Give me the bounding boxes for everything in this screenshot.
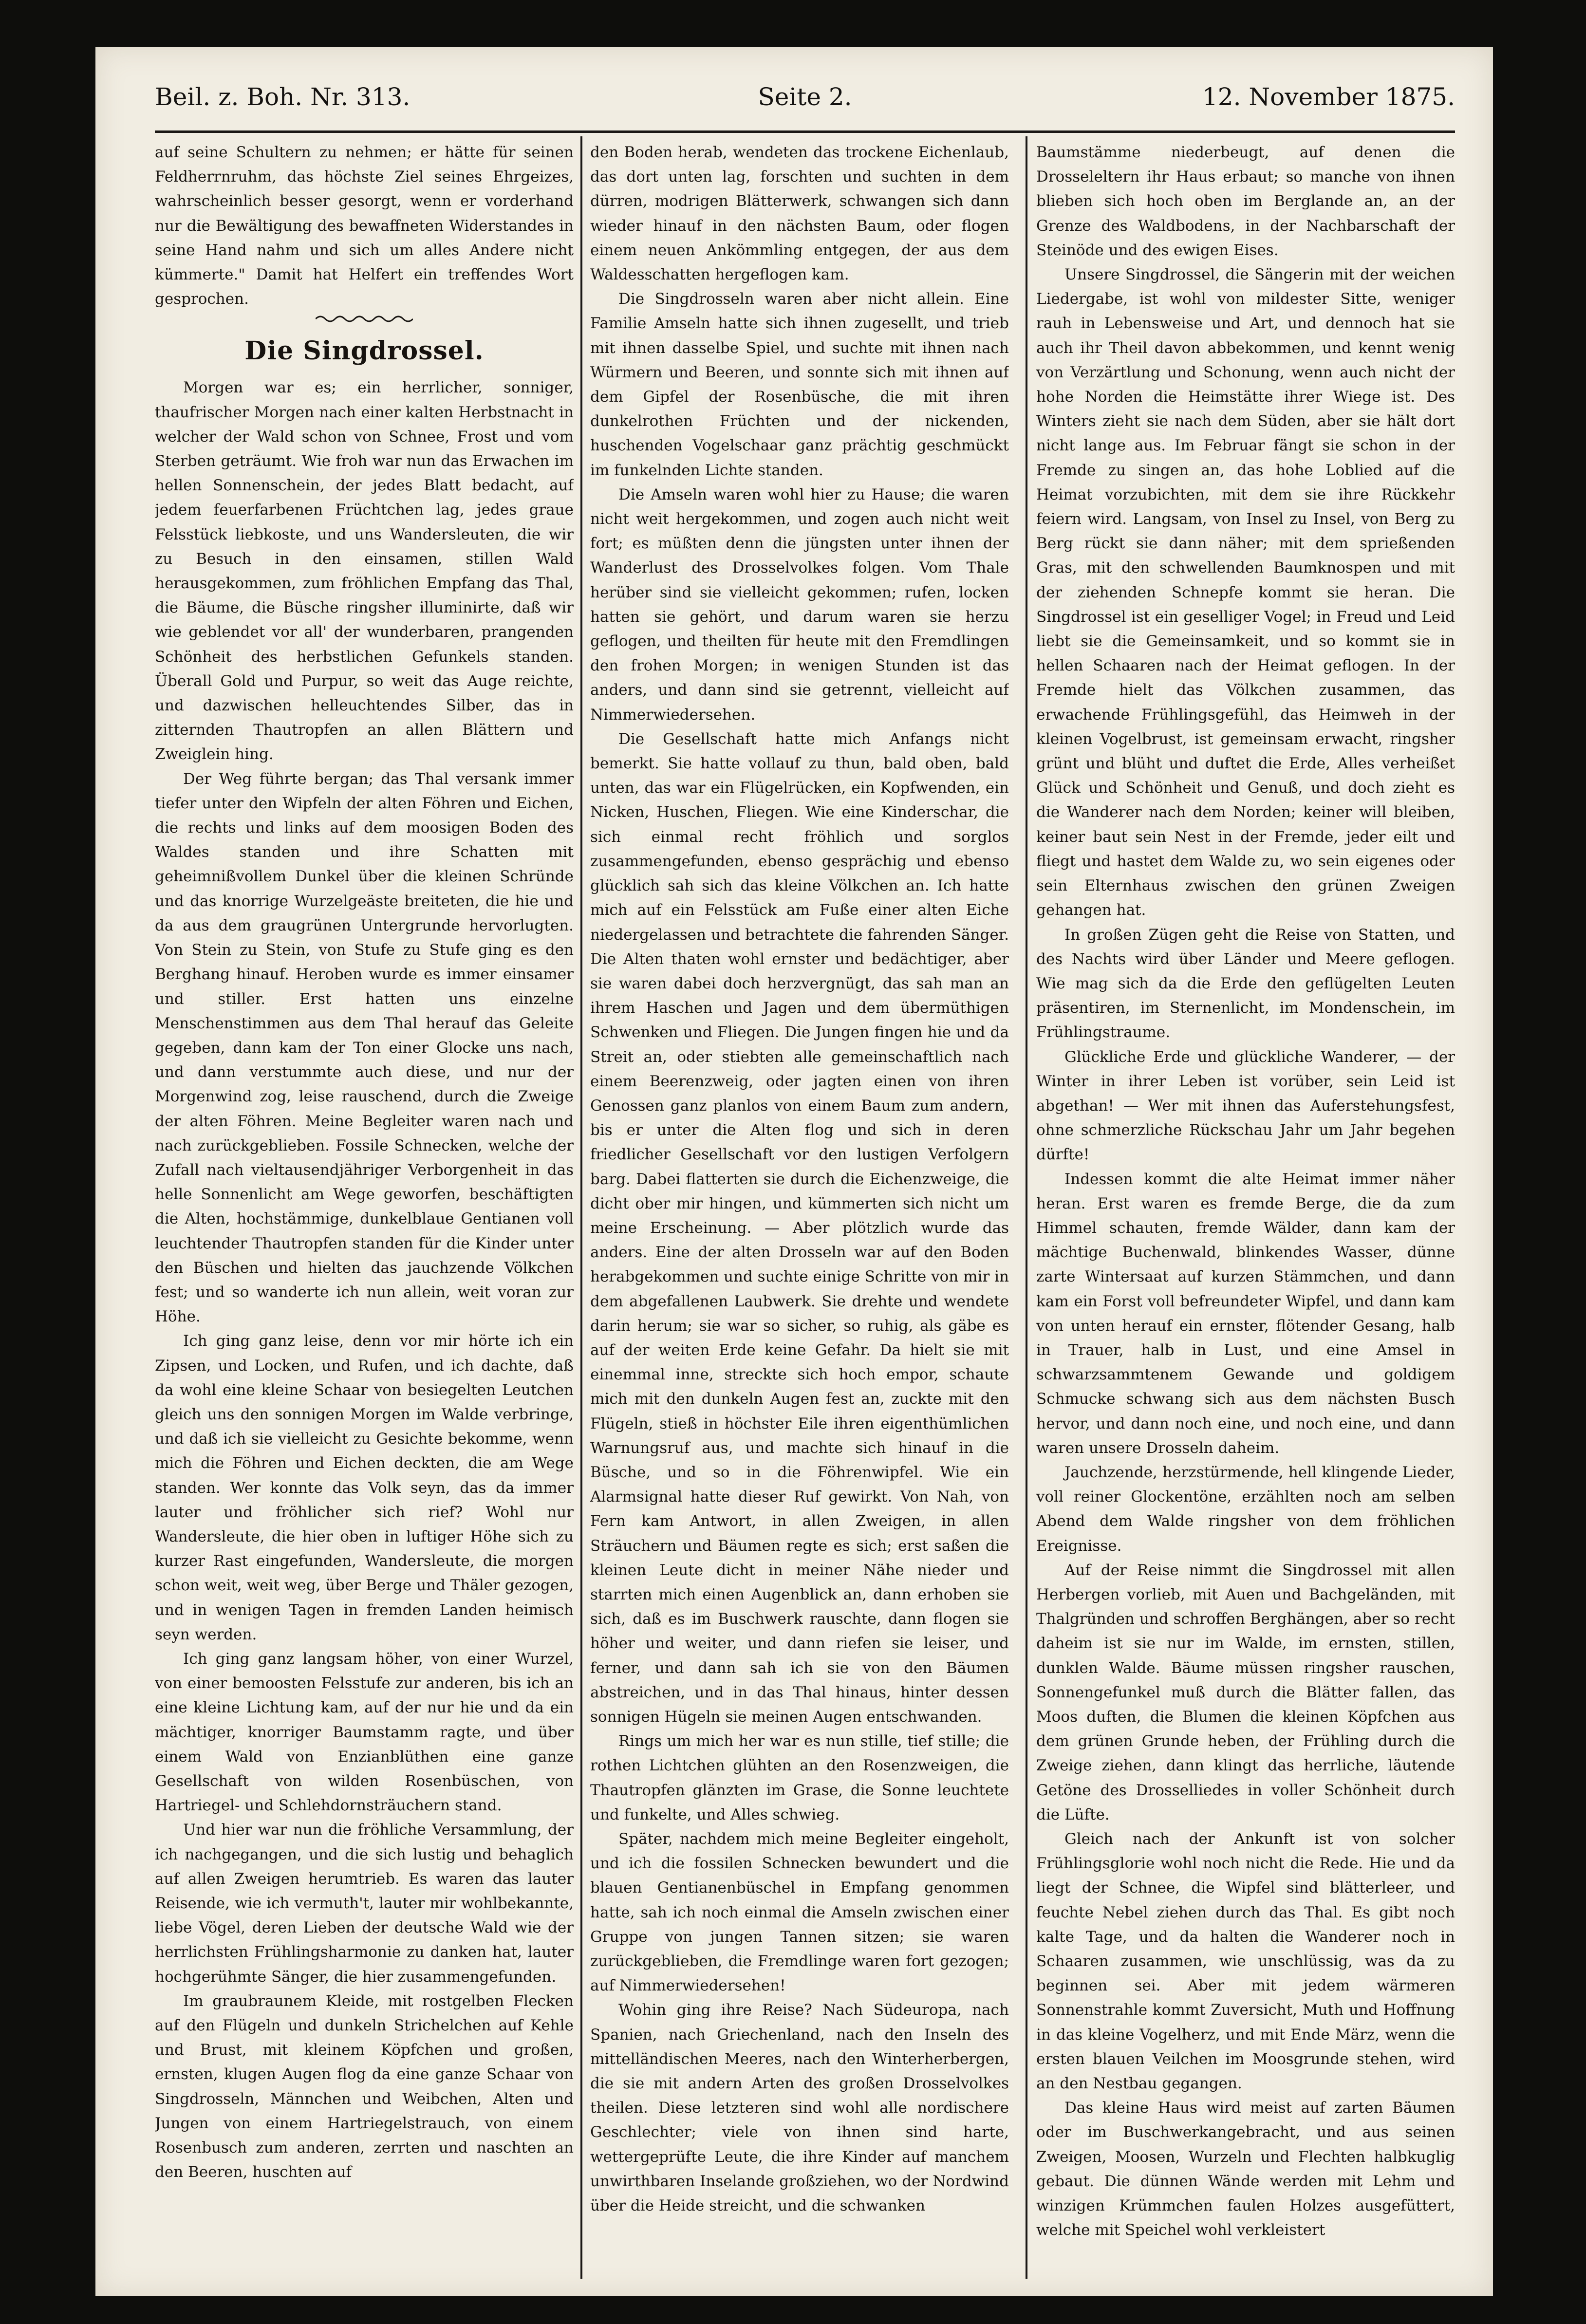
column-divider-2 bbox=[1026, 136, 1027, 2279]
paragraph: Rings um mich her war es nun stille, tief stille; die rothen Lichtchen glühten an den Rosenzweigen, die Thautropfen glänzten im Grase, die Sonne leuchtete und funkelte, und Alles schwieg. bbox=[590, 1732, 1009, 1823]
paragraph: Und hier war nun die fröhliche Versammlung, der ich nachgegangen, und die sich lustig und behaglich auf allen Zweigen herumtrieb. Es waren das lauter Reisende, wie ich vermuth't, lauter mir wohlbekannte, liebe Vögel, deren Lieben der deutsche Wald wie der herrlichsten Frühlingsharmonie zu danken hat, lauter hochgerühmte Sänger, die hier zusammengefunden. bbox=[155, 1821, 574, 1986]
paragraph: auf seine Schultern zu nehmen; er hätte für seinen Feldherrnruhm, das höchste Ziel seines Ehrgeizes, wahrscheinlich besser gesorgt, wenn er vorderhand nur die Bewältigung des bewaffneten Widerstandes in seine Hand nahm und sich um alles Andere nicht kümmerte." Damit hat Helfert ein treffendes Wort gesprochen. bbox=[155, 144, 574, 308]
column-3 bbox=[1036, 140, 1455, 2283]
column-2 bbox=[590, 140, 1009, 2283]
paragraph: Ich ging ganz langsam höher, von einer Wurzel, von einer bemoosten Felsstufe zur anderen, bis ich an eine kleine Lichtung kam, auf der nur hie und da ein mächtiger, knorriger Baumstamm ragte, und über einem Wald von Enzianblüthen eine ganze Gesellschaft von wilden Rosenbüschen, von Hartriegel- und Schlehdornsträuchern stand. bbox=[155, 1650, 574, 1815]
paragraph: Gleich nach der Ankunft ist von solcher Frühlingsglorie wohl noch nicht die Rede. Hie und da liegt der Schnee, die Wipfel sind blätterleer, und feuchte Nebel ziehen durch das Thal. Es gibt noch kalte Tage, und da halten die Wanderer noch in Schaaren zusammen, wie unschlüssig, was da zu beginnen sei. Aber mit jedem wärmeren Sonnenstrahle kommt Zuversicht, Muth und Hoffnung in das kleine Vogelherz, und mit Ende März, wenn die ersten blauen Veilchen im Moosgrunde stehen, wird an den Nestbau gegangen. bbox=[1036, 1830, 1455, 2093]
ornament-divider bbox=[316, 313, 413, 325]
paragraph: In großen Zügen geht die Reise von Statten, und des Nachts wird über Länder und Meere geflogen. Wie mag sich da die Erde den geflügelten Leuten präsentiren, im Sternenlicht, im Mondenschein, im Frühlingstraume. bbox=[1036, 926, 1455, 1041]
paragraph: den Boden herab, wendeten das trockene Eichenlaub, das dort unten lag, forschten und suchten in dem dürren, modrigen Blätterwerk, schwangen sich dann wieder hinauf in den nächsten Baum, oder flogen einem neuen Ankömmling entgegen, der aus dem Waldesschatten hergeflogen kam. bbox=[590, 144, 1009, 284]
paragraph: Wohin ging ihre Reise? Nach Südeuropa, nach Spanien, nach Griechenland, nach den Inseln des mittelländischen Meeres, nach den Winterherbergen, die sie mit andern Arten des großen Drosselvolkes theilen. Diese letzteren sind wohl alle nordischere Geschlechter; viele von ihnen sind harte, wettergeprüfte Leute, die ihre Kinder auf manchem unwirthbaren Inselande großziehen, wo der Nordwind über die Heide streicht, und die schwanken bbox=[590, 2001, 1009, 2215]
paragraph: Baumstämme niederbeugt, auf denen die Drosseleltern ihr Haus erbaut; so manche von ihnen blieben sich hoch oben im Berglande an, an der Grenze des Waldbodens, in der Nachbarschaft der Steinöde und des ewigen Eises. bbox=[1036, 144, 1455, 259]
paragraph: Jauchzende, herzstürmende, hell klingende Lieder, voll reiner Glockentöne, erzählten noch am selben Abend dem Walde ringsher von dem fröhlichen Ereignisse. bbox=[1036, 1463, 1455, 1555]
paragraph: Später, nachdem mich meine Begleiter eingeholt, und ich die fossilen Schnecken bewundert und die blauen Gentianenbüschel in Empfang genommen hatte, sah ich noch einmal die Amseln zwischen einer Gruppe von jungen Tannen sitzen; sie waren zurückgeblieben, die Fremdlinge waren fort gezogen; auf Nimmerwiedersehen! bbox=[590, 1830, 1009, 1995]
paragraph: Indessen kommt die alte Heimat immer näher heran. Erst waren es fremde Berge, die da zum Himmel schauten, fremde Wälder, dann kam der mächtige Buchenwald, blinkendes Wasser, dünne zarte Wintersaat auf kurzen Stämmchen, und dann kam ein Forst voll befreundeter Wipfel, und dann kam von unten herauf ein ernster, flötender Gesang, halb in Trauer, halb in Lust, und eine Amsel in schwarzsammtenem Gewande und goldigem Schmucke schwang sich aus dem nächsten Busch hervor, und dann noch eine, und noch eine, und dann waren unsere Drosseln daheim. bbox=[1036, 1170, 1455, 1457]
header-page-number: Seite 2. bbox=[758, 83, 852, 111]
header-rule bbox=[155, 130, 1455, 133]
paragraph: Die Amseln waren wohl hier zu Hause; die waren nicht weit hergekommen, und zogen auch nicht weit fort; es müßten denn die jüngsten unter ihnen der Wanderlust des Drosselvolkes folgen. Vom Thale herüber sind sie vielleicht gekommen; rufen, locken hatten sie gehört, und darum waren sie herzu geflogen, und theilten für heute mit den Fremdlingen den frohen Morgen; in wenigen Stunden ist das anders, und dann sind sie getrennt, vielleicht auf Nimmerwiedersehen. bbox=[590, 485, 1009, 724]
page-header bbox=[155, 83, 1455, 127]
paragraph: Unsere Singdrossel, die Sängerin mit der weichen Liedergabe, ist wohl von mildester Sitte, weniger rauh in Lebensweise und Art, und dennoch hat sie auch ihr Theil davon abbekommen, und kennt wenig von Verzärtlung und Schonung, wenn auch nicht der hohe Norden die Heimstätte ihrer Wiege ist. Des Winters zieht sie nach dem Süden, aber sie hält dort nicht lange aus. Im Februar fängt sie schon in der Fremde zu singen an, das hohe Loblied auf die Heimat vorzubichten, mit dem sie ihre Rückkehr feiern wird. Langsam, von Insel zu Insel, von Berg zu Berg rückt sie dann näher; mit dem sprießenden Gras, mit den schwellenden Baumknospen und mit der ziehenden Schnepfe kommt sie heran. Die Singdrossel ist ein geselliger Vogel; in Freud und Leid liebt sie die Gemeinsamkeit, und so kommt sie in hellen Schaaren nach der Heimat geflogen. In der Fremde hielt das Völkchen zusammen, das erwachende Frühlingsgefühl, das Heimweh in der kleinen Vogelbrust, ist gemeinsam erwacht, ringsher grünt und blüht und duftet die Erde, Alles verheißet Glück und Schönheit und Genuß, und doch zieht es die Wanderer nach dem Norden; keiner will bleiben, keiner baut sein Nest in der Fremde, jeder eilt und fliegt und hastet dem Walde zu, wo sein eigenes oder sein Elternhaus zwischen den grünen Zweigen gehangen hat. bbox=[1036, 266, 1455, 919]
paragraph: Auf der Reise nimmt die Singdrossel mit allen Herbergen vorlieb, mit Auen und Bachgeländen, mit Thalgründen und schroffen Berghängen, aber so recht daheim ist sie nur im Walde, im ernsten, stillen, dunklen Walde. Bäume müssen ringsher rauschen, Sonnengefunkel muß durch die Blätter fallen, das Moos duften, die Blumen die kleinen Köpfchen aus dem grünen Grunde heben, der Frühling durch die Zweige ziehen, dann klingt das herrliche, läutende Getöne des Drosselliedes in voller Schönheit durch die Lüfte. bbox=[1036, 1561, 1455, 1823]
paragraph: Ich ging ganz leise, denn vor mir hörte ich ein Zipsen, und Locken, und Rufen, und ich dachte, daß da wohl eine kleine Schaar von besiegelten Leutchen gleich uns den sonnigen Morgen im Walde verbringe, und daß ich sie vielleicht zu Gesichte bekomme, wenn mich die Föhren und Eichen deckten, die am Wege standen. Wer konnte das Volk seyn, das da immer lauter und fröhlicher sich rief? Wohl nur Wandersleute, die hier oben in luftiger Höhe sich zu kurzer Rast eingefunden, Wandersleute, die morgen schon weit, weit weg, über Berge und Thäler gezogen, und in wenigen Tagen in fremden Landen heimisch seyn werden. bbox=[155, 1332, 574, 1643]
column-divider-1 bbox=[580, 136, 582, 2279]
header-date: 12. November 1875. bbox=[1202, 83, 1455, 111]
paragraph: Die Singdrosseln waren aber nicht allein. Eine Familie Amseln hatte sich ihnen zugesellt, und trieb mit ihnen dasselbe Spiel, und suchte mit ihnen nach Würmern und Beeren, und sonnte sich mit ihnen auf dem Gipfel der Rosenbüsche, die mit ihren dunkelrothen Früchten und der nickenden, huschenden Vogelschaar ganz prächtig geschmückt im funkelnden Lichte standen. bbox=[590, 290, 1009, 479]
paragraph: Der Weg führte bergan; das Thal versank immer tiefer unter den Wipfeln der alten Föhren und Eichen, die rechts und links auf dem moosigen Boden des Waldes standen und ihre Schatten mit geheimnißvollem Dunkel über die kleinen Schründe und das knorrige Wurzelgeäste breiteten, die hie und da aus dem graugrünen Untergrunde hervorlugten. Von Stein zu Stein, von Stufe zu Stufe ging es den Berghang hinauf. Heroben wurde es immer einsamer und stiller. Erst hatten uns einzelne Menschenstimmen aus dem Thal herauf das Geleite gegeben, dann kam der Ton einer Glocke uns nach, und dann verstummte auch diese, und nur der Morgenwind zog, leise rauschend, durch die Zweige der alten Föhren. Meine Begleiter waren nach und nach zurückgeblieben. Fossile Schnecken, welche der Zufall nach vieltausendjähriger Verborgenheit in das helle Sonnenlicht am Wege geworfen, beschäftigten die Alten, hochstämmige, dunkelblaue Gentianen voll leuchtender Thautropfen standen für die Kinder unter den Büschen und hielten das jauchzende Völkchen fest; und so wanderte ich nun allein, weit voran zur Höhe. bbox=[155, 770, 574, 1326]
paragraph: Morgen war es; ein herrlicher, sonniger, thaufrischer Morgen nach einer kalten Herbstnacht in welcher der Wald schon von Schnee, Frost und vom Sterben geträumt. Wie froh war nun das Erwachen im hellen Sonnenschein, der jedes Blatt bedacht, auf jedem feuerfarbenen Früchtchen lag, jedes graue Felsstück liebkoste, und uns Wandersleuten, die wir zu Besuch in den einsamen, stillen Wald herausgekommen, zum fröhlichen Empfang das Thal, die Bäume, die Büsche ringsher illuminirte, daß wir wie geblendet vor all' der wunderbaren, prangenden Schönheit des herbstlichen Gefunkels standen. Überall Gold und Purpur, so weit das Auge reichte, und dazwischen helleuchtendes Silber, das in zitternden Thautropfen an allen Blättern und Zweiglein hing. bbox=[155, 379, 574, 763]
paragraph: Glückliche Erde und glückliche Wanderer, — der Winter in ihrer Leben ist vorüber, sein Leid ist abgethan! — Wer mit ihnen das Auferstehungsfest, ohne schmerzliche Rückschau Jahr um Jahr begehen dürfte! bbox=[1036, 1048, 1455, 1164]
header-issue: Beil. z. Boh. Nr. 313. bbox=[155, 83, 410, 111]
column-1 bbox=[155, 140, 574, 2283]
paragraph: Das kleine Haus wird meist auf zarten Bäumen oder im Buschwerkangebracht, und aus seinen Zweigen, Moosen, Wurzeln und Flechten halbkuglig gebaut. Die dünnen Wände werden mit Lehm und winzigen Krümmchen faulen Holzes ausgefüttert, welche mit Speichel wohl verkleistert bbox=[1036, 2099, 1455, 2239]
article-title: Die Singdrossel. bbox=[244, 336, 484, 366]
paragraph: Die Gesellschaft hatte mich Anfangs nicht bemerkt. Sie hatte vollauf zu thun, bald oben, bald unten, das war ein Flügelrücken, ein Kopfwenden, ein Nicken, Huschen, Fliegen. Wie eine Kinderschar, die sich einmal recht fröhlich und sorglos zusammengefunden, ebenso gesprächig und ebenso glücklich sah sich das kleine Völkchen an. Ich hatte mich auf ein Felsstück am Fuße einer alten Eiche niedergelassen und betrachtete die fahrenden Sänger. Die Alten thaten wohl ernster und bedächtiger, aber sie waren dabei doch herzvergnügt, das sah man an ihrem Haschen und Jagen und dem übermüthigen Schwenken und Fliegen. Die Jungen fingen hie und da Streit an, oder stiebten alle gemeinschaftlich nach einem Beerenzweig, oder jagten einen von ihren Genossen ganz planlos von einem Baum zum andern, bis er unter die Alten flog und sich in deren friedlicher Gesellschaft vor den lustigen Verfolgern barg. Dabei flatterten sie durch die Eichenzweige, die dicht ober mir hingen, und kümmerten sich nicht um meine Erscheinung. — Aber plötzlich wurde das anders. Eine der alten Drosseln war auf den Boden herabgekommen und suchte einige Schritte von mir in dem abgefallenen Laubwerk. Sie drehte und wendete darin herum; sie war so sicher, so ruhig, als gäbe es auf der weiten Erde keine Gefahr. Da hielt sie mit einemmal inne, streckte sich hoch empor, schaute mich mit den dunkeln Augen fest an, zuckte mit den Flügeln, stieß in höchster Eile ihren eigenthümlichen Warnungsruf aus, und machte sich hinauf in die Büsche, und so in die Föhrenwipfel. Wie ein Alarmsignal hatte dieser Ruf gewirkt. Von Nah, von Fern kam Antwort, in allen Zweigen, in allen Sträuchern und Bäumen regte es sich; erst saßen die kleinen Leute dicht in meiner Nähe nieder und starrten mich einen Augenblick an, dann erhoben sie sich, daß es im Buschwerk rauschte, dann flogen sie höher und weiter, und dann riefen sie leiser, und ferner, und dann sah ich sie von den Bäumen abstreichen, und in das Thal hinaus, hinter dessen sonnigen Hügeln sie meinen Augen entschwanden. bbox=[590, 730, 1009, 1726]
paragraph: Im graubraunem Kleide, mit rostgelben Flecken auf den Flügeln und dunkeln Strichelchen auf Kehle und Brust, mit kleinem Köpfchen und großen, ernsten, klugen Augen flog da eine ganze Schaar von Singdrosseln, Männchen und Weibchen, Alten und Jungen von einem Hartriegelstrauch, von einem Rosenbusch zum anderen, zerrten und naschten an den Beeren, huschten auf bbox=[155, 1992, 574, 2181]
